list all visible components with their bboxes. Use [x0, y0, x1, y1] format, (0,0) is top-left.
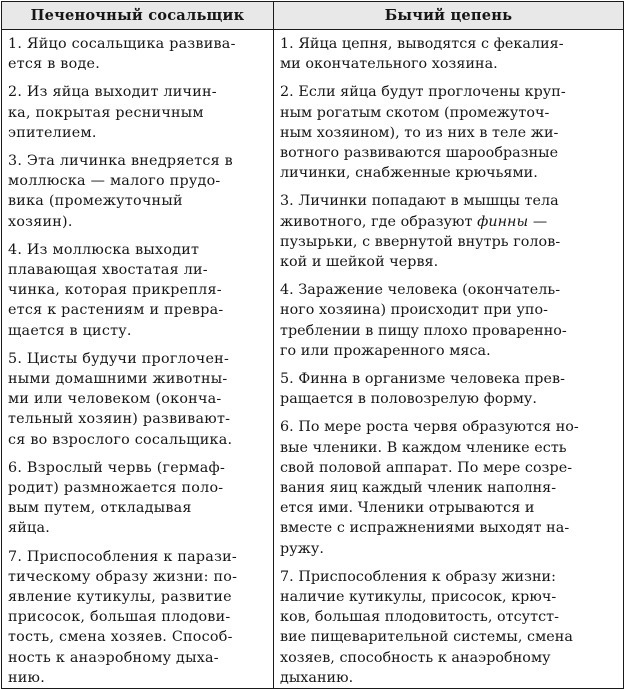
text-line: 6. Взрослый червь (гермаф- — [8, 459, 226, 476]
liver-fluke-column — [2, 30, 274, 689]
text-line: тельный хозяин) развивают- — [8, 411, 231, 428]
text-line: ными домашними животны- — [8, 371, 228, 388]
header-row — [2, 2, 624, 30]
table-body — [2, 30, 624, 689]
text-line: 5. Цисты будучи проглочен- — [8, 350, 230, 367]
text-line: 1. Яйца цепня, выводятся с фекалия- — [280, 36, 564, 52]
text-line: тическому образу жизни: по- — [8, 568, 238, 585]
text-line: личинки, снабженные крючьями. — [280, 165, 538, 182]
text-line: плавающая хвостатая ли- — [8, 262, 208, 279]
text-line: чинка, которая прикрепля- — [8, 282, 222, 299]
text-line: ков, большая плодовитость, отсутст- — [280, 609, 559, 626]
text-line: эпителием. — [8, 124, 97, 141]
text-line: 2. Из яйца выходит личин- — [8, 84, 217, 101]
text-line: яйца. — [8, 520, 51, 537]
text-line: вика (промежуточный — [8, 193, 183, 210]
item-spacer — [8, 450, 267, 458]
text-line: 4. Заражение человека (окончатель- — [280, 282, 561, 299]
liver-fluke-item-1 — [8, 34, 267, 74]
item-spacer — [280, 409, 617, 417]
item-spacer — [280, 74, 617, 82]
liver-fluke-item-6 — [8, 458, 267, 539]
comparison-table — [1, 1, 624, 689]
table-header — [2, 2, 624, 30]
text-line: го или прожаренного мяса. — [280, 342, 491, 359]
text-line: треблении в пищу плохо проваренно- — [280, 322, 567, 339]
beef-tapeworm-item-3 — [280, 191, 617, 272]
term-emphasis: финны — [477, 213, 529, 230]
text-line: моллюска — малого прудо- — [8, 173, 221, 190]
item-spacer — [8, 74, 267, 82]
text-line: вые членики. В каждом членике есть — [280, 439, 567, 456]
text-line: дыханию. — [280, 669, 354, 686]
text-line: 3. Эта личинка внедряется в — [8, 153, 233, 170]
text-line: 7. Приспособления к парази- — [8, 548, 237, 565]
item-spacer — [280, 183, 617, 191]
beef-tapeworm-item-4 — [280, 280, 617, 361]
beef-tapeworm-column — [274, 30, 624, 689]
text-line: ется в воде. — [8, 56, 100, 73]
text-line: явление кутикулы, развитие — [8, 589, 232, 606]
text-line: ется ими. Членики отрываются и — [280, 500, 535, 517]
text-line: ся во взрослого сосальщика. — [8, 431, 233, 448]
text-line: вотного развиваются шарообразные — [280, 145, 559, 162]
text-line: хозяев, способность к анаэробному — [280, 649, 551, 666]
beef-tapeworm-item-2 — [280, 82, 617, 183]
text-line: хозяин). — [8, 213, 73, 230]
text-line: ным рогатым скотом (промежуточ- — [280, 104, 550, 121]
beef-tapeworm-item-5 — [280, 369, 617, 409]
text-line: наличие кутикулы, присосок, крюч- — [280, 589, 557, 606]
text-line: 6. По мере роста червя образуются но- — [280, 419, 579, 436]
text-line: 4. Из моллюска выходит — [8, 241, 200, 258]
beef-tapeworm-item-7 — [280, 567, 617, 688]
item-spacer — [280, 361, 617, 369]
item-spacer — [8, 539, 267, 547]
liver-fluke-item-2 — [8, 82, 267, 143]
text-line: ется к растениям и превра- — [8, 302, 224, 319]
beef-tapeworm-item-6 — [280, 417, 617, 558]
text-line: присосок, большая плодови- — [8, 609, 231, 626]
text-line: 3. Личинки попадают в мышцы тела — [280, 193, 559, 210]
text-line: вие пищеварительной системы, смена — [280, 629, 573, 646]
header-beef-tapeworm: Бычий цепень — [274, 2, 624, 30]
text-line: ми или человеком (оконча- — [8, 391, 222, 408]
text-line: ность к анаэробному дыха- — [8, 649, 219, 666]
text-line: ным хозяином), то из них в теле жи- — [280, 124, 559, 141]
text-line: кой и шейкой червя. — [280, 254, 439, 271]
text-line: ми окончательного хозяина. — [280, 56, 498, 73]
text-line: 1. Яйцо сосальщика развива- — [8, 36, 236, 52]
text-line: ка, покрытая ресничным — [8, 104, 204, 121]
liver-fluke-item-7 — [8, 547, 267, 688]
text-line: вместе с испражнениями выходят на- — [280, 520, 570, 537]
text-line: животного, где образуют финны — — [280, 213, 548, 230]
item-spacer — [8, 232, 267, 240]
content-row — [2, 30, 624, 689]
beef-tapeworm-item-1 — [280, 34, 617, 74]
text-line: вым путем, откладывая — [8, 500, 192, 517]
liver-fluke-item-3 — [8, 151, 267, 232]
text-line: тость, смена хозяев. Способ- — [8, 629, 233, 646]
text-line: родит) размножается поло- — [8, 480, 224, 497]
text-line: 5. Финна в организме человека прев- — [280, 371, 565, 388]
item-spacer — [280, 272, 617, 280]
item-spacer — [8, 341, 267, 349]
liver-fluke-item-5 — [8, 349, 267, 450]
text-line: ного хозяина) происходит при упо- — [280, 302, 549, 319]
item-spacer — [8, 143, 267, 151]
text-line: щается в цисту. — [8, 322, 132, 339]
item-spacer — [280, 559, 617, 567]
header-liver-fluke: Печеночный сосальщик — [2, 2, 274, 30]
text-line: 2. Если яйца будут проглочены круп- — [280, 84, 566, 101]
liver-fluke-item-4 — [8, 240, 267, 341]
text-line: вания яиц каждый членик наполня- — [280, 480, 557, 497]
text-line: ружу. — [280, 540, 324, 557]
text-line: свой половой аппарат. По мере созре- — [280, 459, 573, 476]
text-line: пузырьки, с ввернутой внутрь голов- — [280, 233, 561, 250]
text-line: нию. — [8, 669, 46, 686]
text-line: 7. Приспособления к образу жизни: — [280, 568, 556, 585]
text-line: ращается в половозрелую форму. — [280, 391, 537, 408]
